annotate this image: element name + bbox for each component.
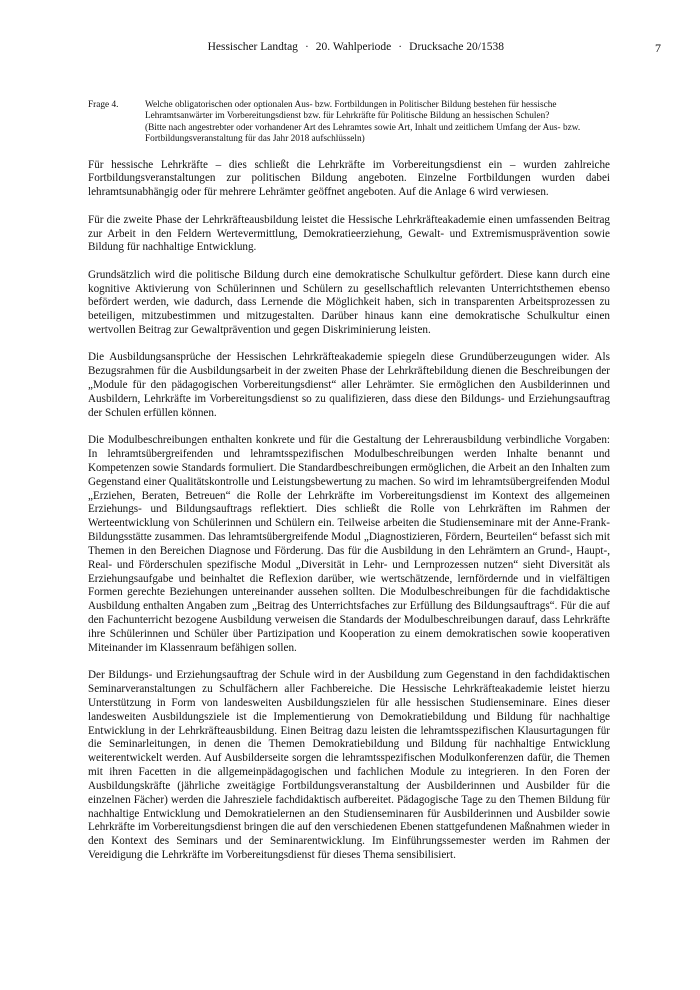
answer-paragraph: Die Modulbeschreibungen enthalten konkrete und für die Gestaltung der Lehrerausbildung verbindliche Vorgaben: In lehramtsübergreifenden und lehramtsspezifischen Modulbeschreibungen werden Inhalte benannt und Kompetenzen sowie Standards formuliert. Die Standardbeschreibungen ermöglichen, die Arbeit an den Inhalten zum Gegenstand einer Qualitätskontrolle und Leistungsbewertung zu machen. So wird im lehramtsübergreifenden Modul „Erziehen, Beraten, Betreuen“ die Rolle der Lehrkräfte im Vorbereitungsdienst im Kontext des allgemeinen Erziehungs- und Bildungsauftrags reflektiert. Dies schließt die Rolle von Lehrkräften im Rahmen der Werteentwicklung von Schülerinnen und Schülern ein. Teilweise arbeiten die Studienseminare mit der Anne-Frank-Bildungsstätte zusammen. Das lehramtsübergreifende Modul „Diagnostizieren, Fördern, Beurteilen“ befasst sich mit Themen in den Bereichen Diagnose und Förderung. Das für die Ausbildung in den Lehrämtern an Grund-, Haupt-, Real- und Förderschulen spezifische Modul „Diversität in Lehr- und Lernprozessen nutzen“ sieht Diversität als Erziehungsaufgabe und beinhaltet die Reflexion darüber, wie wertschätzende, lernfördernde und in vielfältigen Formen gerechte Beziehungen untereinander aussehen sollten. Die Modulbeschreibungen für die fachdidaktische Ausbildung enthalten Angaben zum „Beitrag des Unterrichtsfaches zur Erfüllung des Bildungsauftrags“. Für die auf den Fachunterricht bezogene Ausbildung verweisen die Standards der Modulbeschreibungen darauf, dass Lehrkräfte ihre Schülerinnen und Schüler über Partizipation und Kooperation zu einem demokratischen sowie kooperativen Miteinander im Klassenraum befähigen sollen. xyxy=(88,434,610,654)
running-header xyxy=(208,41,504,53)
answer-paragraph: Für hessische Lehrkräfte – dies schließt die Lehrkräfte im Vorbereitungsdienst ein – wurden zahlreiche Fortbildungsveranstaltungen zur politischen Bildung angeboten. Einzelne Fortbildungen wurden dabei lehramtsunabhängig oder für mehrere Lehrämter geöffnet angeboten. Auf die Anlage 6 wird verwiesen. xyxy=(88,158,610,199)
question-text: Welche obligatorischen oder optionalen Aus- bzw. Fortbildungen in Politischer Bildung bestehen für hessische Lehramtsanwärter im Vorbereitungsdienst bzw. für Lehrkräfte für Politische Bildung an hessischen Schulen? xyxy=(145,100,557,122)
header-separator: · xyxy=(398,41,403,53)
answer-paragraph: Grundsätzlich wird die politische Bildung durch eine demokratische Schulkultur gefördert. Diese kann durch eine kognitive Aktivierung von Schülerinnen und Schülern zu gesellschaftlich relevanten Unterrichtsthemen ebenso befördert werden, wie dadurch, dass Lernende die Möglichkeit haben, sich in transparenten Arbeitsprozessen zu beteiligen, mitzubestimmen und mitzugestalten. Darüber hinaus kann eine demokratische Schulkultur einen wertvollen Beitrag zur Gewaltprävention und gegen Diskriminierung leisten. xyxy=(88,268,610,337)
answer-paragraph: Der Bildungs- und Erziehungsauftrag der Schule wird in der Ausbildung zum Gegenstand in den fachdidaktischen Seminarveranstaltungen zu Schulfächern aller Fachbereiche. Die Hessische Lehrkräfteakademie leistet hierzu Unterstützung in Form von landesweiten Ausbildungszielen für alle hessischen Studienseminare. Eines dieser landesweiten Ausbildungsziele ist die Implementierung von Demokratiebildung und Bildung für nachhaltige Entwicklung in der Lehrkräfteausbildung. Einen Beitrag dazu leisten die lehramtsspezifischen Klausurtagungen für die Seminarleitungen, in denen die Themen Demokratiebildung und Bildung für nachhaltige Entwicklung weiterentwickelt werden. Auf Ausbilderseite sorgen die lehramtsspezifischen Modulkonferenzen dafür, die Themen mit ihren Facetten in die allgemeinpädagogischen und fachlichen Module zu integrieren. In den Foren der Ausbildungskräfte (jährliche zweitägige Fortbildungsveranstaltung der Ausbilderinnen und Ausbilder für die einzelnen Fächer) werden die Jahresziele fachdidaktisch aufbereitet. Pädagogische Tage zu den Themen Bildung für nachhaltige Entwicklung und Demokratielernen an den Studienseminaren für Ausbilderinnen und Ausbilder sowie Lehrkräfte im Vorbereitungsdienst bringen die auf den verschiedenen Ebenen stattgefundenen Maßnahmen wieder in den Kontext des Seminars und der Seminarentwicklung. Im Einführungssemester werden im Rahmen der Vereidigung die Lehrkräfte im Vorbereitungsdienst für dieses Thema sensibilisiert. xyxy=(88,669,610,862)
header-separator: · xyxy=(304,41,309,53)
document-number: Drucksache 20/1538 xyxy=(409,41,504,53)
answer-paragraph: Für die zweite Phase der Lehrkräfteausbildung leistet die Hessische Lehrkräfteakademie einen umfassenden Beitrag zur Arbeit in den Feldern Wertevermittlung, Demokratieerziehung, Gewalt- und Extremismusprävention sowie Bildung für nachhaltige Entwicklung. xyxy=(88,213,610,254)
page-header xyxy=(0,41,700,59)
question-label: Frage 4. xyxy=(88,100,119,110)
question-note: (Bitte nach angestrebter oder vorhandener Art des Lehramtes sowie Art, Inhalt und zeitlichem Umfang der Aus- bzw. Fortbildungsveranstaltung für das Jahr 2018 aufschlüsseln) xyxy=(145,122,581,145)
document-body xyxy=(88,100,610,876)
page-number: 7 xyxy=(655,41,661,55)
question-block xyxy=(88,100,610,146)
legislative-period: 20. Wahlperiode xyxy=(315,41,392,53)
answer-paragraph: Die Ausbildungsansprüche der Hessischen Lehrkräfteakademie spiegeln diese Grundüberzeugungen wider. Als Bezugsrahmen für die Ausbildungsarbeit in der zweiten Phase der Lehrkräftebildung dienen die Beschreibungen der „Module für den pädagogischen Vorbereitungsdienst“ aller Lehrämter. Sie ermöglichen den Ausbilderinnen und Ausbildern, Lehrkräfte im Vorbereitungsdienst so zu qualifizieren, dass diese den Bildungs- und Erziehungsauftrag der Schulen erfüllen können. xyxy=(88,351,610,419)
question-body xyxy=(145,100,610,146)
parliament-name: Hessischer Landtag xyxy=(207,41,298,53)
